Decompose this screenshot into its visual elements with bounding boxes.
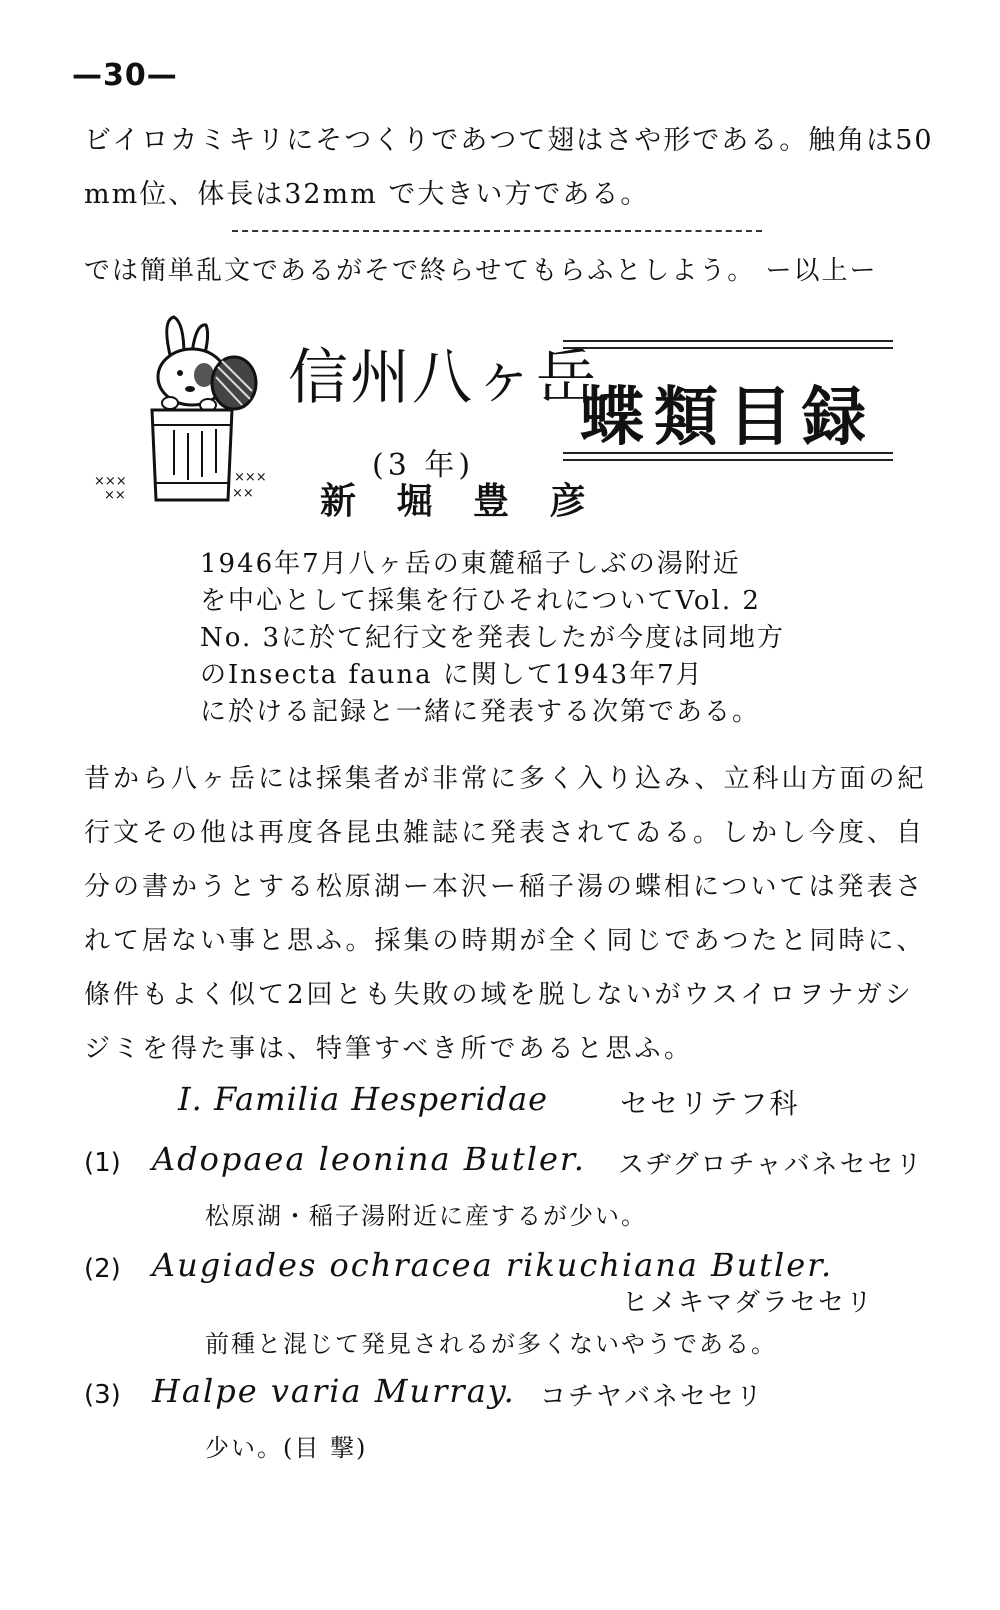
preceding-text-line: mm位、体長は32mm で大きい方である。	[84, 179, 650, 210]
species-number: (1)	[84, 1148, 121, 1178]
species-note: 少い。(目 撃)	[205, 1434, 368, 1462]
section-divider	[232, 230, 762, 232]
family-heading: I. Familia Hesperidae	[178, 1080, 549, 1118]
species-number: (2)	[84, 1254, 121, 1284]
species-number: (3)	[84, 1380, 121, 1410]
body-line: れて居ない事と思ふ。採集の時期が全く同じであつたと同時に、	[84, 926, 926, 956]
species-scientific-name: Adopaea leonina Butler.	[152, 1140, 586, 1178]
preceding-text-line: ビイロカミキリにそつくりであつて翅はさや形である。触角は50	[84, 125, 934, 156]
family-japanese-name: セセリテフ科	[620, 1087, 800, 1120]
species-scientific-name: Halpe varia Murray.	[152, 1372, 516, 1410]
title-rule-top	[563, 340, 893, 342]
species-note: 前種と混じて発見されるが多くないやうである。	[205, 1330, 777, 1358]
author-grade: (3 年)	[372, 448, 475, 483]
body-line: 行文その他は再度各昆虫雑誌に発表されてゐる。しかし今度、自	[84, 818, 926, 848]
closing-line: では簡単乱文であるがそで終らせてもらふとしよう。 ー以上ー	[84, 256, 878, 286]
title-rule-bottom	[563, 459, 893, 461]
svg-text:××: ××	[104, 488, 126, 503]
svg-text:×××: ×××	[234, 470, 267, 485]
species-note: 松原湖・稲子湯附近に産するが少い。	[205, 1202, 647, 1230]
svg-text:×××: ×××	[94, 474, 127, 489]
article-title-region: 信州八ヶ岳	[288, 343, 598, 413]
title-rule-top	[563, 347, 893, 349]
species-japanese-name: コチヤバネセセリ	[540, 1382, 765, 1412]
intro-line: に於ける記録と一緒に発表する次第である。	[200, 697, 761, 727]
intro-line: のInsecta fauna に関して1943年7月	[200, 660, 704, 690]
svg-text:××: ××	[232, 486, 254, 501]
article-title-main: 蝶類目録	[580, 380, 876, 455]
body-line: 昔から八ヶ岳には採集者が非常に多く入り込み、立科山方面の紀	[84, 764, 927, 794]
title-rule-bottom	[563, 452, 893, 454]
rabbit-mascot-illustration	[92, 315, 292, 515]
body-line: ジミを得た事は、特筆すべき所であると思ふ。	[84, 1034, 694, 1064]
species-scientific-name: Augiades ochracea rikuchiana Butler.	[152, 1246, 834, 1284]
species-japanese-name: ヒメキマダラセセリ	[622, 1288, 875, 1318]
species-japanese-name: スヂグロチャバネセセリ	[618, 1150, 924, 1180]
intro-line: 1946年7月八ヶ岳の東麓稲子しぶの湯附近	[200, 549, 741, 579]
intro-line: を中心として採集を行ひそれについてVol. 2	[200, 586, 761, 616]
article-title-box	[563, 340, 893, 465]
body-line: 分の書かうとする松原湖ー本沢ー稲子湯の蝶相については発表さ	[84, 872, 925, 902]
body-line: 條件もよく似て2回とも失敗の域を脱しないがウスイロヲナガシ	[84, 980, 914, 1010]
page-number: —30—	[72, 58, 178, 93]
author-name: 新 堀 豊 彦	[320, 480, 600, 522]
intro-line: No. 3に於て紀行文を発表したが今度は同地方	[200, 623, 786, 653]
